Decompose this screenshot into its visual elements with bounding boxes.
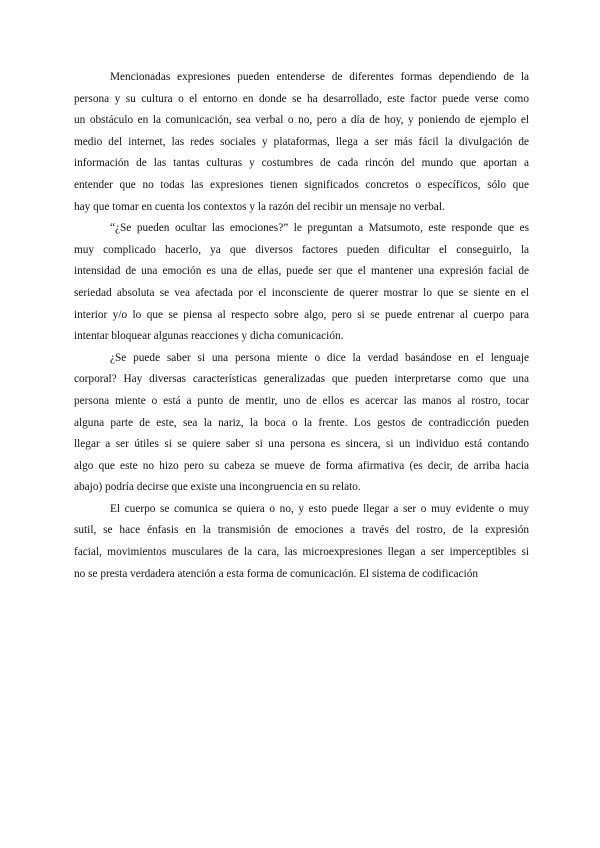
paragraph-line: sutil, se hace énfasis en la transmisión de emociones a través del rostro, de la expresión xyxy=(74,524,529,537)
paragraph-line: ¿Se puede saber si una persona miente o dice la verdad basándose en el lenguaje xyxy=(110,351,529,364)
paragraph-line: llegar a ser útiles si se quiere saber si una persona es sincera, si un individuo está contando xyxy=(74,438,529,451)
body-text xyxy=(74,67,529,585)
paragraph xyxy=(74,218,529,348)
paragraph xyxy=(74,67,529,218)
paragraph-line: abajo) podría decirse que existe una incongruencia en su relato. xyxy=(74,481,361,494)
paragraph-line: entender que no todas las expresiones tienen significados concretos o específicos, sólo que xyxy=(74,178,529,191)
paragraph-line: hay que tomar en cuenta los contextos y la razón del recibir un mensaje no verbal. xyxy=(74,200,445,213)
paragraph-line: persona miente o está a punto de mentir, uno de ellos es acercar las manos al rostro, tocar xyxy=(74,394,529,407)
paragraph-line: muy complicado hacerlo, ya que diversos factores pueden dificultar el conseguirlo, la xyxy=(74,243,529,256)
paragraph-line: facial, movimientos musculares de la cara, las microexpresiones llegan a ser imperceptibles si xyxy=(74,546,529,559)
paragraph xyxy=(74,348,529,499)
paragraph-line: intensidad de una emoción es una de ellas, puede ser que el mantener una expresión facial de xyxy=(74,265,529,278)
paragraph-line: medio del internet, las redes sociales y plataformas, llega a ser más fácil la divulgación de xyxy=(74,135,529,148)
paragraph-line: seriedad absoluta se vea afectada por el inconsciente de querer mostrar lo que se siente en el xyxy=(74,286,529,299)
paragraph-line: persona y su cultura o el entorno en donde se ha desarrollado, este factor puede verse como xyxy=(74,92,529,105)
paragraph-line: no se presta verdadera atención a esta forma de comunicación. El sistema de codificación xyxy=(74,567,479,580)
paragraph-line: “¿Se pueden ocultar las emociones?” le preguntan a Matsumoto, este responde que es xyxy=(110,222,529,235)
paragraph-line: El cuerpo se comunica se quiera o no, y esto puede llegar a ser o muy evidente o muy xyxy=(110,502,529,515)
paragraph-line: algo que este no hizo pero su cabeza se mueve de forma afirmativa (es decir, de arriba hacia xyxy=(74,459,529,472)
paragraph-line: información de las tantas culturas y costumbres de cada rincón del mundo que aportan a xyxy=(74,157,529,170)
paragraph-line: corporal? Hay diversas características generalizadas que pueden interpretarse como que una xyxy=(74,373,529,386)
paragraph-line: interior y/o lo que se piensa al respecto sobre algo, pero si se puede entrenar al cuerpo para xyxy=(74,308,529,321)
paragraph-line: alguna parte de este, sea la nariz, la boca o la frente. Los gestos de contradicción pueden xyxy=(74,416,529,429)
paragraph-line: un obstáculo en la comunicación, sea verbal o no, pero a día de hoy, y poniendo de ejemplo el xyxy=(74,114,529,127)
paragraph-line: Mencionadas expresiones pueden entenderse de diferentes formas dependiendo de la xyxy=(110,71,529,83)
paragraph xyxy=(74,499,529,585)
paragraph-line: intentar bloquear algunas reacciones y dicha comunicación. xyxy=(74,330,344,343)
